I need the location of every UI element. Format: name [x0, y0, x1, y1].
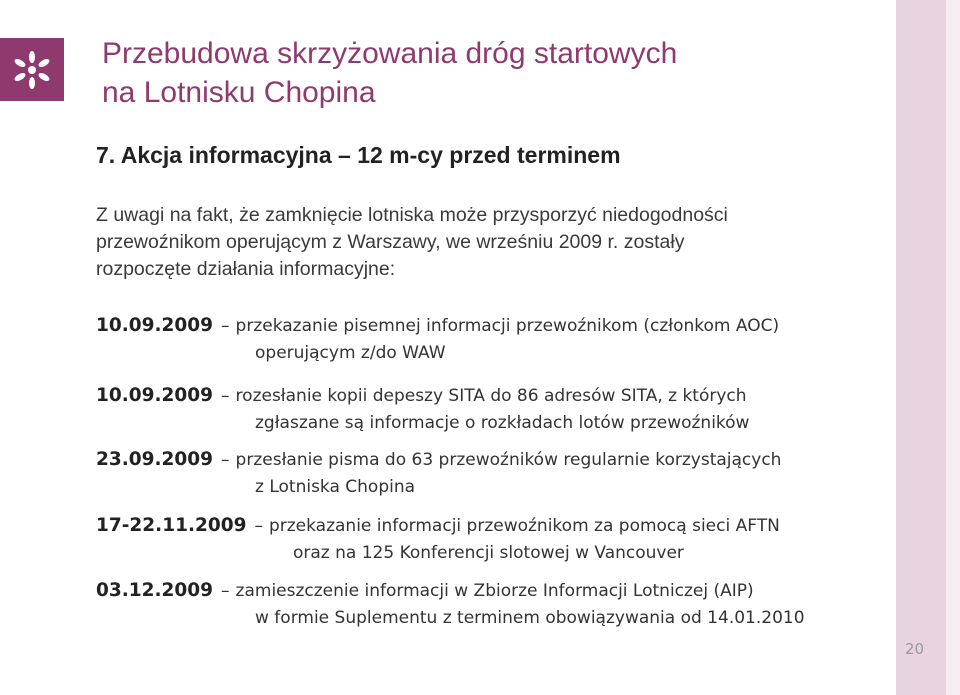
timeline-entry-4 — [96, 512, 886, 567]
entry-text-line-1: rozesłanie kopii depeszy SITA do 86 adresów SITA, z których — [235, 386, 747, 406]
entry-dash: – — [221, 450, 230, 470]
intro-line-1: Z uwagi na fakt, że zamknięcie lotniska może przysporzyć niedogodności — [96, 204, 728, 226]
page-number: 20 — [905, 640, 925, 658]
intro-paragraph — [96, 202, 856, 283]
right-decor-inner — [896, 0, 946, 695]
title-line-1: Przebudowa skrzyżowania dróg startowych — [102, 37, 678, 70]
entry-text-line-2: operującym z/do WAW — [255, 343, 446, 363]
airport-logo-icon — [10, 48, 54, 92]
entry-text-line-2: w formie Suplementu z terminem obowiązywania od 14.01.2010 — [255, 608, 805, 628]
timeline-entry-1 — [96, 312, 886, 367]
entry-dash: – — [221, 581, 230, 601]
entry-text-line-2: oraz na 125 Konferencji slotowej w Vancouver — [293, 543, 684, 563]
entry-text-line-1: przekazanie pisemnej informacji przewoźnikom (członkom AOC) — [235, 316, 780, 336]
logo — [0, 38, 64, 101]
entry-date: 17-22.11.2009 — [96, 515, 247, 536]
entry-dash: – — [221, 316, 230, 336]
timeline-entry-3 — [96, 446, 886, 501]
entry-text-line-2: zgłaszane są informacje o rozkładach lotów przewoźników — [255, 413, 750, 433]
entry-date: 23.09.2009 — [96, 449, 214, 470]
entry-text-line-2: z Lotniska Chopina — [255, 477, 416, 497]
entry-dash: – — [254, 516, 263, 536]
right-decor-bar — [896, 0, 960, 695]
entry-date: 03.12.2009 — [96, 580, 214, 601]
section-heading: 7. Akcja informacyjna – 12 m-cy przed terminem — [96, 142, 621, 168]
entry-date: 10.09.2009 — [96, 385, 214, 406]
timeline-entry-2 — [96, 382, 886, 437]
intro-line-2: przewoźnikom operującym z Warszawy, we wrześniu 2009 r. zostały — [96, 231, 685, 253]
entry-text-line-1: zamieszczenie informacji w Zbiorze Informacji Lotniczej (AIP) — [235, 581, 754, 601]
right-decor-edge — [946, 0, 960, 695]
title-line-2: na Lotnisku Chopina — [102, 76, 376, 109]
entry-dash: – — [221, 386, 230, 406]
entry-date: 10.09.2009 — [96, 315, 214, 336]
entry-text-line-1: przesłanie pisma do 63 przewoźników regularnie korzystających — [235, 450, 782, 470]
timeline-entry-5 — [96, 577, 886, 632]
entry-text-line-1: przekazanie informacji przewoźnikom za pomocą sieci AFTN — [268, 516, 780, 536]
slide-title — [102, 34, 862, 112]
intro-line-3: rozpoczęte działania informacyjne: — [96, 258, 396, 280]
